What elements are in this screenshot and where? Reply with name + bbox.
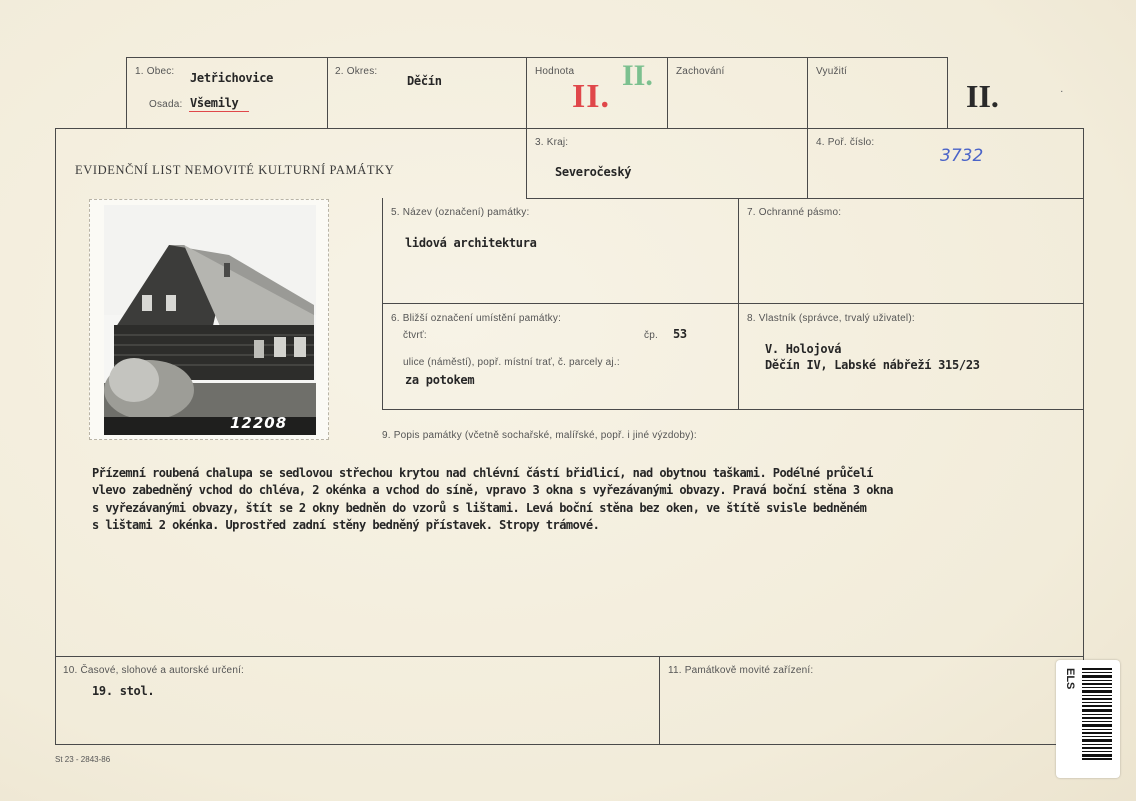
ulice-label: ulice (náměstí), popř. místní trať, č. parcely aj.: — [403, 357, 620, 368]
sticker-text: ELS — [1064, 668, 1076, 690]
divider — [659, 656, 660, 745]
cislo-value: 3732 — [940, 146, 984, 166]
cp-label: čp. — [644, 330, 658, 341]
hodnota-red-mark: II. — [572, 78, 610, 115]
osada-underline — [189, 111, 249, 112]
divider — [382, 303, 1083, 304]
osada-label: Osada: — [149, 99, 183, 110]
popis-label: 9. Popis památky (včetně sochařské, malířské, popř. i jiné výzdoby): — [382, 430, 697, 441]
ulice-value: za potokem — [405, 373, 475, 387]
sections-5-8 — [382, 198, 1084, 410]
kraj-value: Severočeský — [555, 165, 632, 179]
obec-value: Jetřichovice — [190, 71, 274, 85]
speck: ˙ — [1060, 88, 1065, 104]
casove-value: 19. stol. — [92, 684, 155, 698]
zachovani-label: Zachování — [676, 66, 725, 77]
divider — [807, 57, 808, 129]
cp-value: 53 — [673, 327, 687, 341]
cottage-photo — [104, 205, 316, 435]
kraj-label: 3. Kraj: — [535, 137, 569, 148]
divider — [526, 128, 527, 199]
umisteni-label: 6. Bližší označení umístění památky: — [391, 313, 562, 324]
barcode-sticker — [1056, 660, 1120, 778]
divider — [327, 57, 328, 129]
photo-number: 12208 — [230, 414, 288, 432]
divider — [667, 57, 668, 129]
form-title: EVIDENČNÍ LIST NEMOVITÉ KULTURNÍ PAMÁTKY — [75, 163, 395, 177]
popis-line: s vyřezávanými obvazy, štít se 2 okny bedněn do vzorů s lištami. Levá boční stěna bez oken, ve štítě svisle bedněném — [92, 501, 867, 515]
divider — [807, 128, 808, 199]
vlastnik-line1: V. Holojová — [765, 342, 842, 356]
divider — [526, 57, 527, 129]
vlastnik-label: 8. Vlastník (správce, trvalý uživatel): — [747, 313, 915, 324]
barcode — [1082, 668, 1112, 760]
movite-label: 11. Památkově movité zařízení: — [668, 665, 814, 676]
popis-line: s lištami 2 okénka. Uprostřed zadní stěny bedněný přístavek. Stropy trámové. — [92, 518, 600, 532]
pasmo-label: 7. Ochranné pásmo: — [747, 207, 842, 218]
osada-value: Všemily — [190, 96, 239, 110]
vlastnik-line2: Děčín IV, Labské nábřeží 315/23 — [765, 358, 980, 372]
photo-frame — [89, 199, 329, 440]
ctvrt-label: čtvrť: — [403, 330, 427, 341]
casove-label: 10. Časové, slohové a autorské určení: — [63, 665, 245, 676]
okres-value: Děčín — [407, 74, 442, 88]
vyuziti-label: Využití — [816, 66, 848, 77]
hodnota-green-mark: II. — [622, 59, 653, 92]
cislo-label: 4. Poř. číslo: — [816, 137, 875, 148]
obec-label: 1. Obec: — [135, 66, 175, 77]
footer-code: St 23 - 2843-86 — [55, 755, 111, 764]
nazev-value: lidová architektura — [405, 236, 537, 250]
hodnota-label: Hodnota — [535, 66, 575, 77]
popis-line: vlevo zabedněný vchod do chléva, 2 okénka a vchod do síně, vpravo 3 okna s vyřezávanými obvazy. Pravá boční stěna 3 okna — [92, 483, 893, 497]
divider — [738, 198, 739, 410]
corner-mark: II. — [966, 78, 999, 114]
popis-line: Přízemní roubená chalupa se sedlovou střechou krytou nad chlévní částí břidlicí, nad obytnou taškami. Podélné průčelí — [92, 466, 873, 480]
nazev-label: 5. Název (označení) památky: — [391, 207, 530, 218]
divider — [55, 656, 1083, 657]
okres-label: 2. Okres: — [335, 66, 378, 77]
